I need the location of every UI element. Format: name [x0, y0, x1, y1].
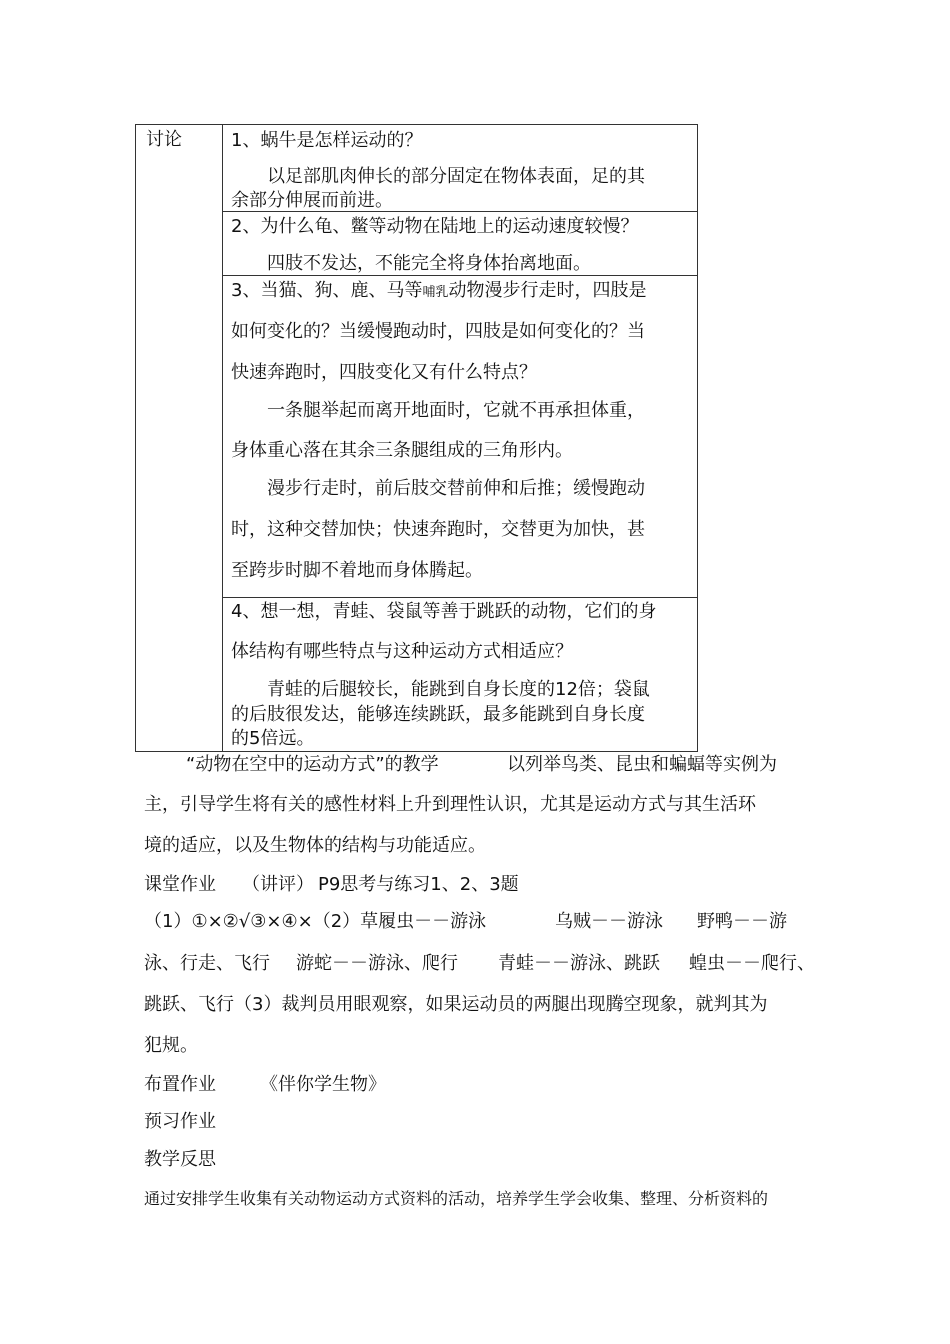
preview-title: 预习作业 [144, 1111, 216, 1132]
answer-line-1a: （1）①×②√③×④×（2）草履虫－－游泳 [144, 911, 487, 932]
classwork-note: （讲评） [242, 874, 314, 895]
question-1: 1、蜗牛是怎样运动的？ [231, 130, 423, 151]
answer-line-4: 犯规。 [144, 1035, 198, 1056]
answer-line-3: 跳跃、飞行（3）裁判员用眼观察，如果运动员的两腿出现腾空现象，就判其为 [144, 994, 768, 1015]
question-4-line-2: 体结构有哪些特点与这种运动方式相适应？ [231, 641, 573, 662]
question-3-line-3: 快速奔跑时，四肢变化又有什么特点？ [231, 362, 537, 383]
reflection-title: 教学反思 [144, 1149, 216, 1170]
question-3-line-2: 如何变化的？当缓慢跑动时，四肢是如何变化的？当 [231, 321, 645, 342]
para-1-line-1a: “动物在空中的运动方式”的教学 [186, 754, 439, 775]
answer-3-line-1: 一条腿举起而离开地面时，它就不再承担体重， [267, 400, 645, 421]
answer-line-2d: 蝗虫－－爬行、 [689, 953, 815, 974]
question-3-line-1: 3、当猫、狗、鹿、马等哺乳动物漫步行走时，四肢是 [231, 280, 647, 301]
answer-3-line-2: 身体重心落在其余三条腿组成的三角形内。 [231, 440, 573, 461]
para-1-line-2: 主，引导学生将有关的感性材料上升到理性认识，尤其是运动方式与其生活环 [144, 794, 756, 815]
answer-1-line-1: 以足部肌肉伸长的部分固定在物体表面，足的其 [267, 166, 645, 187]
answer-line-2c: 青蛙－－游泳、跳跃 [498, 953, 660, 974]
para-1-line-3: 境的适应，以及生物体的结构与功能适应。 [144, 835, 486, 856]
discussion-label: 讨论 [146, 129, 182, 150]
answer-3-line-5: 至跨步时脚不着地而身体腾起。 [231, 560, 483, 581]
answer-2: 四肢不发达，不能完全将身体抬离地面。 [267, 253, 591, 274]
reflection-text: 通过安排学生收集有关动物运动方式资料的活动，培养学生学会收集、整理、分析资料的 [144, 1189, 769, 1208]
row-divider [222, 597, 697, 598]
assignment-title: 布置作业 [144, 1074, 216, 1095]
discussion-table [135, 124, 698, 752]
question-2: 2、为什么龟、鳖等动物在陆地上的运动速度较慢？ [231, 216, 639, 237]
question-4-line-1: 4、想一想，青蛙、袋鼠等善于跳跃的动物，它们的身 [231, 601, 657, 622]
answer-line-1b: 乌贼－－游泳 [555, 911, 663, 932]
answer-4-line-3: 的5倍远。 [231, 728, 315, 749]
column-divider [222, 125, 223, 751]
answer-3-line-4: 时，这种交替加快；快速奔跑时，交替更为加快，甚 [231, 519, 645, 540]
answer-line-2b: 游蛇－－游泳、爬行 [296, 953, 458, 974]
answer-4-line-2: 的后肢很发达，能够连续跳跃，最多能跳到自身长度 [231, 704, 645, 725]
answer-1-line-2: 余部分伸展而前进。 [231, 190, 393, 211]
answer-line-1c: 野鸭－－游 [697, 911, 787, 932]
answer-line-2a: 泳、行走、飞行 [144, 953, 270, 974]
assignment-book: 《伴你学生物》 [260, 1074, 386, 1095]
answer-3-line-3: 漫步行走时，前后肢交替前伸和后推；缓慢跑动 [267, 478, 645, 499]
classwork-reference: P9思考与练习1、2、3题 [318, 874, 519, 895]
para-1-line-1b: 以列举鸟类、昆虫和蝙蝠等实例为 [507, 754, 777, 775]
answer-4-line-1: 青蛙的后腿较长，能跳到自身长度的12倍；袋鼠 [267, 679, 650, 700]
classwork-title: 课堂作业 [144, 874, 216, 895]
